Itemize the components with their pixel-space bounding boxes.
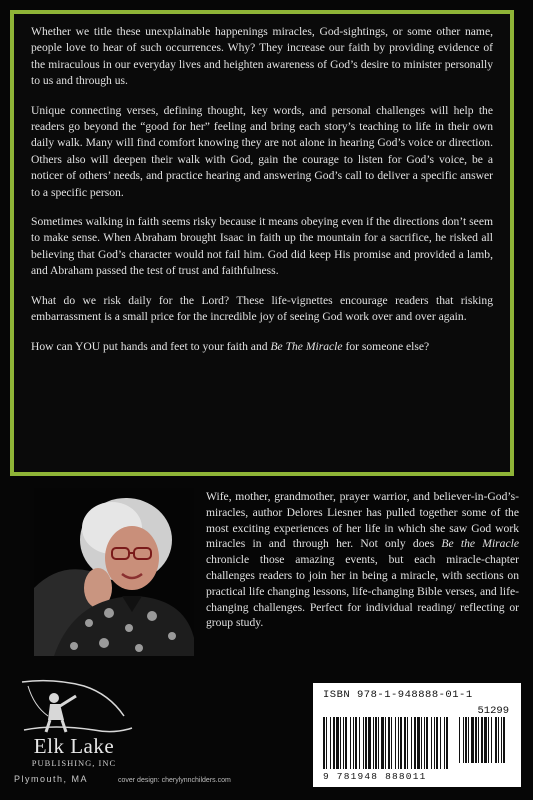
blurb-book-title: Be The Miracle — [270, 339, 343, 353]
blurb-question-start: How can YOU put hands and feet to your faith and — [31, 339, 271, 353]
back-cover-blurb — [31, 24, 493, 368]
blurb-paragraph-1: Whether we title these unexplainable happenings miracles, God-sightings, or some other name, people love to hear of such occurrences. Why? They increase our faith by providing evidence of the miraculous in our everyday lives and heighten awareness of God’s desire to minister personally to us and through us. — [31, 25, 493, 88]
author-photo — [34, 488, 194, 656]
bio-text-end: chronicle those amazing events, but each miracle-chapter challenges readers to join her in being a miracle, with sections on practical life changing lessons, life-changing Bible verses, and life-changing challenges. Perfect for individual reading/ reflecting or group study. — [206, 553, 519, 630]
publisher-logo — [14, 676, 134, 772]
barcode-bars — [321, 703, 513, 771]
blurb-paragraph-4: What do we risk daily for the Lord? These life-vignettes encourage readers that risking embarrassment is a small price for the incredible joy of seeing God work over and over again. — [31, 293, 493, 324]
price-code: 51299 — [477, 705, 509, 717]
barcode-digits: 9 781948 888011 — [323, 771, 427, 782]
blurb-paragraph-5 — [31, 339, 493, 355]
blurb-paragraph-3: Sometimes walking in faith seems risky because it means obeying even if the directions don’t seem to make sense. When Abraham brought Isaac in faith up the mountain for a sacrifice, he risked all believing that God’s character would not fail him. God did keep His promise and provided a lamb, and Abraham passed the test of trust and faithfulness. — [31, 215, 493, 278]
cover-design-credit: cover design: cherylynnchilders.com — [118, 777, 231, 784]
blurb-question-end: for someone else? — [342, 339, 430, 353]
publisher-name: Elk Lake — [33, 734, 115, 758]
isbn-barcode — [313, 683, 521, 787]
bio-book-title: Be the Miracle — [441, 537, 519, 551]
bio-text-start: Wife, mother, grandmother, prayer warrior, and believer-in-God’s-miracles, author Delores Liesner has pulled together some of the most exciting experiences of her life in which she saw God work miracles in and through her. Not only does — [206, 490, 519, 551]
fisherman-icon — [14, 676, 134, 736]
isbn-number: ISBN 978-1-948888-01-1 — [323, 689, 473, 701]
publisher-location: Plymouth, MA — [14, 774, 89, 784]
author-bio — [206, 489, 519, 631]
blurb-paragraph-2: Unique connecting verses, defining thought, key words, and personal challenges will help the readers go beyond the “good for her” feeling and bring each story’s teaching to life in their own daily walk. Many will find comfort knowing they are not alone in hearing God’s voice or direction. Others also will deepen their walk with God, gain the courage to listen for God’s voice, be a noticer of others’ needs, and practice hearing and answering God’s call to deliver a specific answer to a specific person. — [31, 103, 493, 199]
publisher-subtitle: PUBLISHING, INC — [31, 758, 117, 768]
